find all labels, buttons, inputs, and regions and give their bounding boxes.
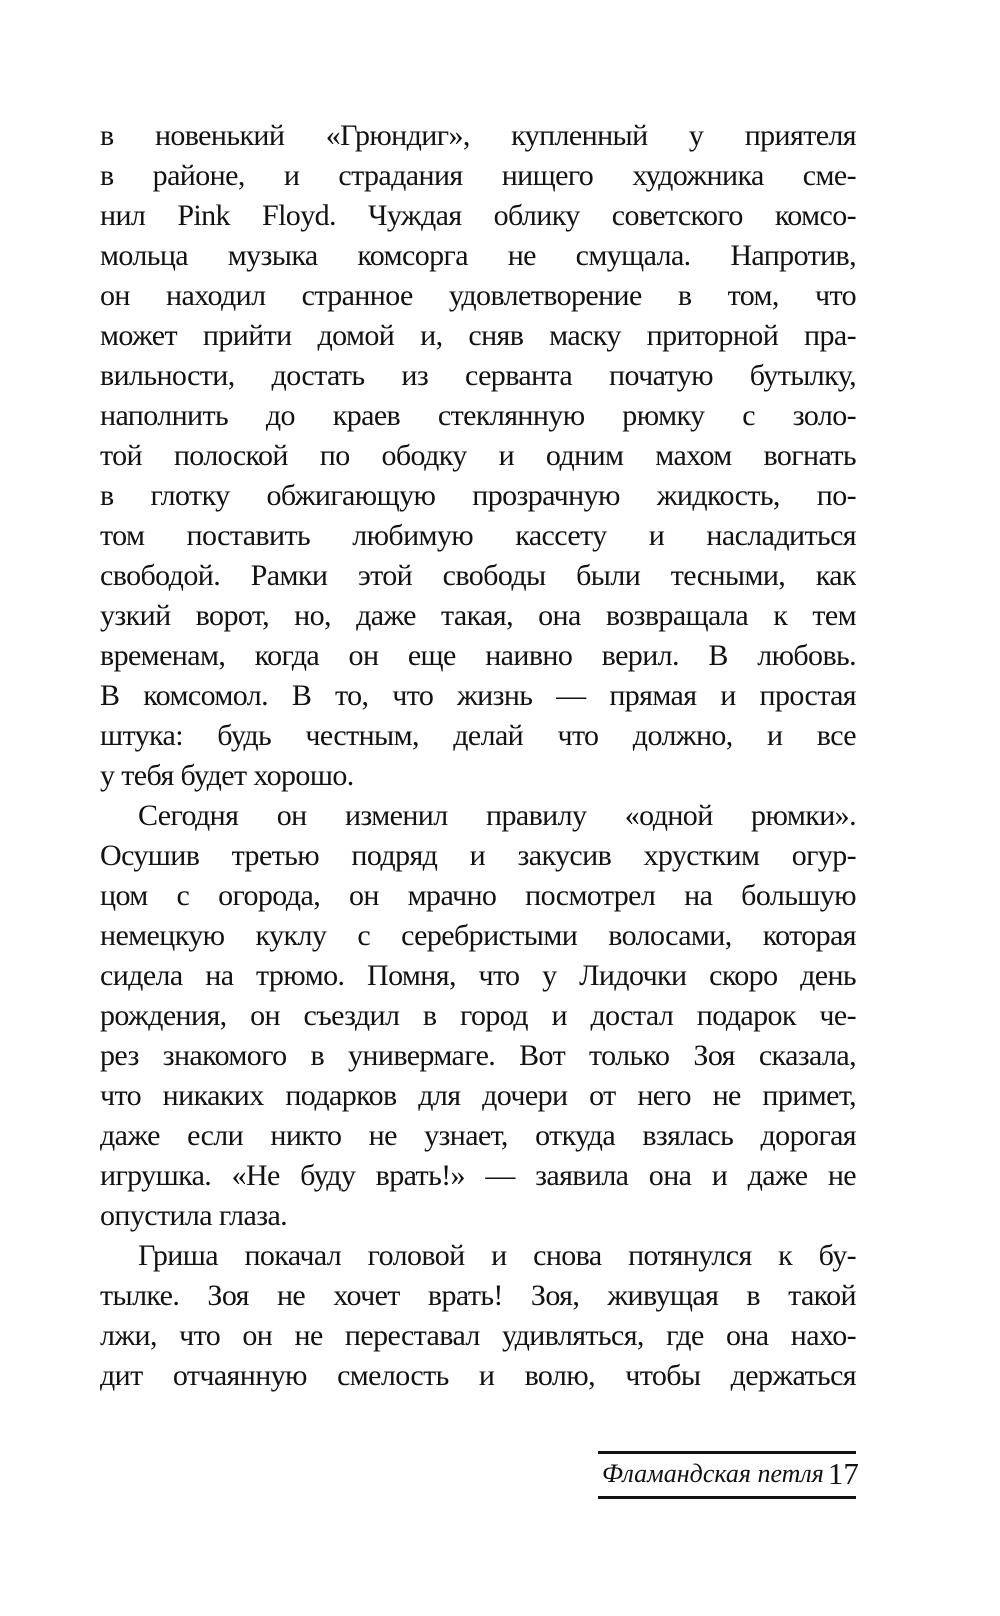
text-line: Сегодня он изменил правилу «одной рюмки». [138,799,856,832]
text-line: В комсомол. В то, что жизнь — прямая и простая [100,679,856,712]
text-line: у тебя будет хорошо. [100,759,354,792]
text-line: что никаких подарков для дочери от него не примет, [100,1079,856,1112]
text-line: наполнить до краев стеклянную рюмку с золо- [100,399,856,432]
text-line: дит отчаянную смелость и волю, чтобы держаться [100,1359,856,1392]
body-text-block [100,116,856,1396]
text-line: опустила глаза. [100,1199,288,1232]
text-line: временам, когда он еще наивно верил. В любовь. [100,639,856,672]
text-line: цом с огорода, он мрачно посмотрел на большую [100,879,856,912]
footer-book-title: Фламандская петля [602,1458,824,1488]
text-line: узкий ворот, но, даже такая, она возвращала к тем [100,599,856,632]
text-line: лжи, что он не переставал удивляться, где она нахо- [100,1319,856,1352]
running-footer [598,1451,859,1499]
text-line: той полоской по ободку и одним махом вогнать [100,439,856,472]
text-line: том поставить любимую кассету и насладиться [100,519,856,552]
text-line: в новенький «Грюндиг», купленный у приятеля [100,119,856,152]
text-line: тылке. Зоя не хочет врать! Зоя, живущая в такой [100,1279,856,1312]
text-line: свободой. Рамки этой свободы были тесными, как [100,559,856,592]
text-line: даже если никто не узнает, откуда взялась дорогая [100,1119,856,1152]
text-line: игрушка. «Не буду врать!» — заявила она и даже не [100,1159,856,1192]
text-line: Гриша покачал головой и снова потянулся к бу- [138,1239,856,1272]
text-line: мольца музыка комсорга не смущала. Напротив, [100,239,856,272]
footer-page-number: 17 [827,1456,859,1491]
text-line: может прийти домой и, сняв маску приторной пра- [100,319,856,352]
text-line: сидела на трюмо. Помня, что у Лидочки скоро день [100,959,856,992]
text-line: нил Pink Floyd. Чуждая облику советского комсо- [100,199,856,232]
text-line: он находил странное удовлетворение в том, что [100,279,856,312]
text-line: рез знакомого в универмаге. Вот только Зоя сказала, [100,1039,856,1072]
text-line: в глотку обжигающую прозрачную жидкость, по- [100,479,856,512]
text-line: в районе, и страдания нищего художника сме- [100,159,856,192]
text-line: Осушив третью подряд и закусив хрустким огур- [100,839,856,872]
text-line: вильности, достать из серванта початую бутылку, [100,359,856,392]
text-line: рождения, он съездил в город и достал подарок че- [100,999,856,1032]
text-line: штука: будь честным, делай что должно, и все [100,719,856,752]
text-line: немецкую куклу с серебристыми волосами, которая [100,919,856,952]
